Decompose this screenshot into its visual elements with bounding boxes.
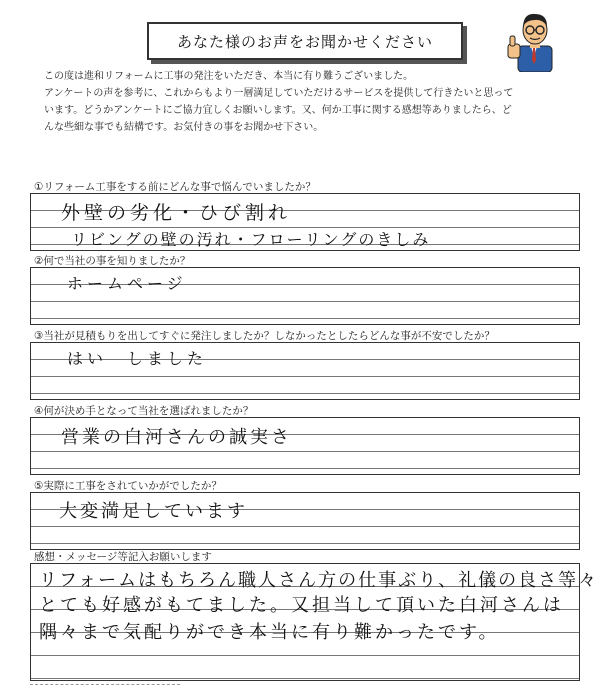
intro-line: アンケートの声を参考に、これからもより一層満足していただけるサービスを提供して行きたいと思って bbox=[44, 88, 514, 99]
question-1-answer-line-2: リビングの壁の汚れ・フローリングのきしみ bbox=[71, 230, 431, 249]
question-5-label: ⑤実際に工事をされていかがでしたか？ bbox=[34, 480, 222, 492]
comments-line-2: とても好感がもてました。又担当して頂いた白河さんは bbox=[39, 595, 564, 616]
question-4-answer-line-1: 営業の白河さんの誠実さ bbox=[61, 427, 292, 448]
page-title: あなた様のお声をお聞かせください bbox=[147, 22, 463, 60]
comments-line-1: リフォームはもちろん職人さん方の仕事ぶり、礼儀の良さ等々 bbox=[39, 570, 599, 591]
question-2-answer-box bbox=[30, 267, 580, 325]
question-1-answer-line-1: 外壁の劣化・ひび割れ bbox=[61, 202, 292, 224]
question-1-answer-box bbox=[30, 193, 580, 251]
comments-answer-box bbox=[30, 563, 599, 681]
intro-line: この度は進和リフォームに工事の発注をいただき、本当に有り難うございました。 bbox=[44, 71, 414, 82]
question-3-answer-line-1: はい しました bbox=[67, 349, 208, 368]
mascot-thumbs-up-icon bbox=[504, 10, 564, 72]
intro-text bbox=[44, 68, 584, 136]
bottom-edge-divider bbox=[30, 684, 180, 690]
question-5-answer-box bbox=[30, 492, 580, 550]
question-2-label: ②何で当社の事を知りましたか？ bbox=[34, 255, 191, 267]
question-4-label: ④何が決め手となって当社を選ばれましたか？ bbox=[34, 405, 254, 417]
question-4-answer-box bbox=[30, 417, 580, 475]
intro-line: んな些細な事でも結構です。お気付きの事をお聞かせ下さい。 bbox=[44, 122, 324, 133]
comments-line-3: 隅々まで気配りができ本当に有り難かったです。 bbox=[39, 622, 500, 643]
intro-line: います。どうかアンケートにご協力宜しくお願いします。又、何か工事に関する感想等ありましたら、ど bbox=[44, 105, 512, 116]
question-1-label: ①リフォーム工事をする前にどんな事で悩んでいましたか？ bbox=[34, 181, 316, 193]
question-3-label: ③当社が見積もりを出してすぐに発注しましたか？しなかったとしたらどんな事が不安でしたか？ bbox=[34, 330, 495, 342]
question-2-answer-line-1: ホームページ bbox=[67, 274, 187, 293]
question-3-answer-box bbox=[30, 342, 580, 400]
comments-label: 感想・メッセージ等記入お願いします bbox=[34, 551, 212, 563]
question-5-answer-line-1: 大変満足しています bbox=[59, 501, 248, 522]
